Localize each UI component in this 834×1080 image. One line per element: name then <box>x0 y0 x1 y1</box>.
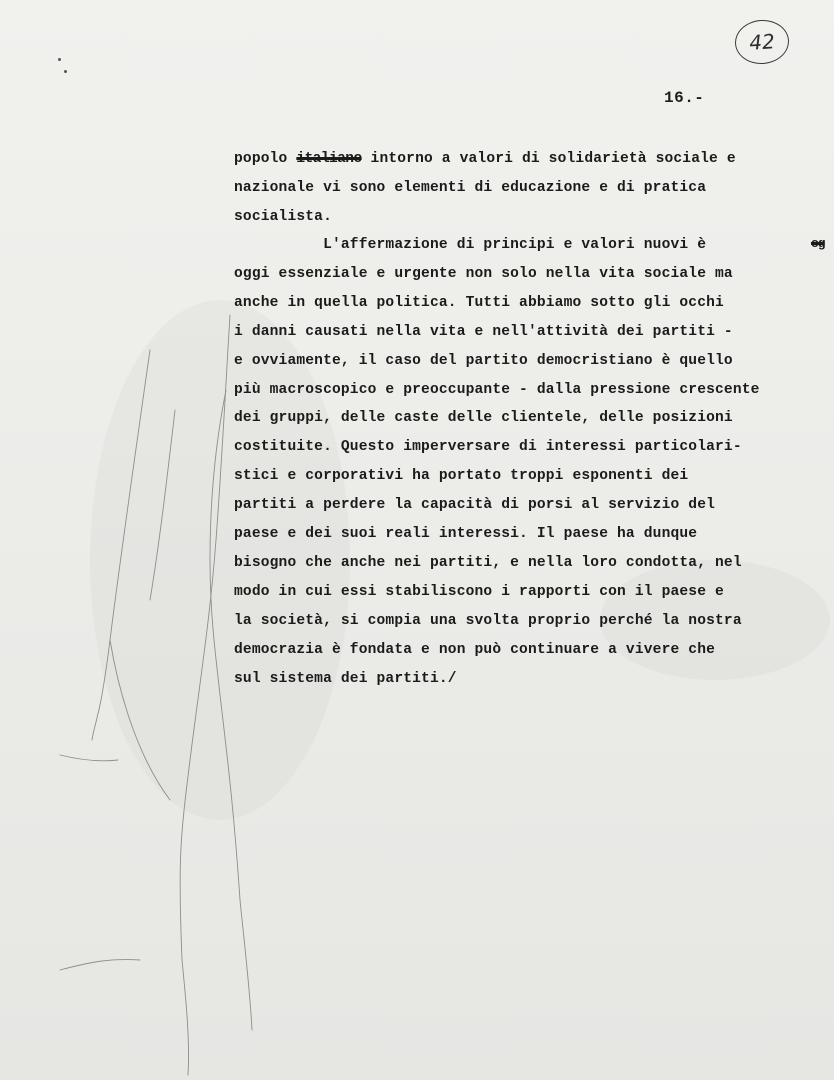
text-line: L'affermazione di principi e valori nuovi è <box>234 237 707 253</box>
ink-dot <box>58 58 61 61</box>
text-line: modo in cui essi stabiliscono i rapporti con il paese e <box>234 584 724 600</box>
text-line: stici e corporativi ha portato troppi esponenti dei <box>234 468 689 484</box>
text-line: socialista. <box>234 209 332 225</box>
text-line: costituite. Questo imperversare di interessi particolari- <box>234 439 742 455</box>
text-line: popolo italiano intorno a valori di solidarietà sociale e <box>234 151 736 167</box>
text-line: la società, si compia una svolta proprio perché la nostra <box>234 613 742 629</box>
struck-fragment: og <box>811 236 825 251</box>
text-line: oggi essenziale e urgente non solo nella vita sociale ma <box>234 266 733 282</box>
ink-dot <box>64 70 67 73</box>
text-line: anche in quella politica. Tutti abbiamo sotto gli occhi <box>234 295 724 311</box>
text-line: e ovviamente, il caso del partito democristiano è quello <box>234 353 733 369</box>
text-line: democrazia è fondata e non può continuare a vivere che <box>234 642 716 658</box>
text-line: paese e dei suoi reali interessi. Il paese ha dunque <box>234 526 698 542</box>
archive-number-stamp: 42 <box>734 18 791 66</box>
text-line: dei gruppi, delle caste delle clientele, delle posizioni <box>234 410 733 426</box>
text-line: bisogno che anche nei partiti, e nella loro condotta, nel <box>234 555 742 571</box>
text-line: più macroscopico e preoccupante - dalla pressione crescente <box>234 382 760 398</box>
text-line: nazionale vi sono elementi di educazione e di pratica <box>234 180 707 196</box>
text-line: sul sistema dei partiti./ <box>234 671 457 687</box>
text-line: i danni causati nella vita e nell'attività dei partiti - <box>234 324 733 340</box>
text-line: partiti a perdere la capacità di porsi al servizio del <box>234 497 716 513</box>
page-number: 16.- <box>664 89 705 107</box>
struck-word: italiano <box>296 151 362 167</box>
